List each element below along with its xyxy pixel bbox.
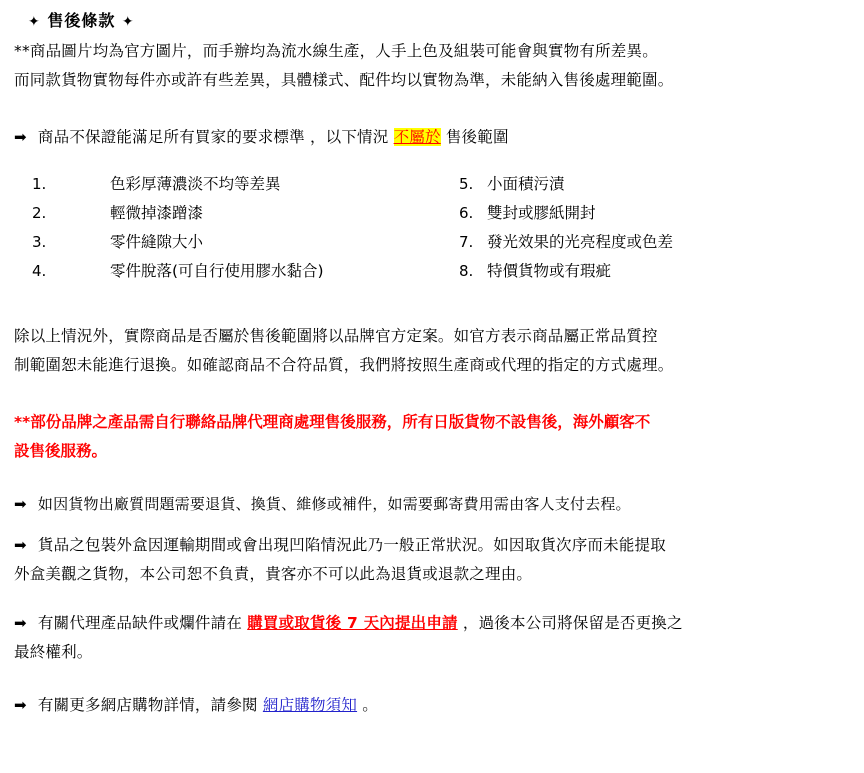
agent-note-line-1: **部份品牌之產品需自行聯絡品牌代理商處理售後服務，所有日版貨物不設售後，海外顧客不 [14,413,651,431]
judgement-line-1: 除以上情況外，實際商品是否屬於售後範圍將以品牌官方定案。如官方表示商品屬正常品質控 [14,327,658,345]
list-item-label: 零件縫隙大小 [110,233,204,251]
arrow-right-icon: ➡ [14,495,27,513]
list-item [32,170,462,199]
list-item [459,228,859,257]
list-item-label: 色彩厚薄濃淡不均等差異 [110,175,281,193]
page-title [28,8,850,31]
arrow-right-icon: ➡ [14,614,27,632]
list-item [459,199,859,228]
packaging-note-line-1 [14,531,850,560]
exclusion-list-right-column [459,170,859,286]
list-item-label: 輕微掉漆蹭漆 [110,204,204,222]
list-item-label: 發光效果的光亮程度或色差 [487,233,674,251]
intro-paragraph [14,37,850,95]
scope-notice-highlight: 不屬於 [393,128,441,146]
shipping-cost-text: 如因貨物出廠質問題需要退貨、換貨、維修或補件，如需要郵寄費用需由客人支付去程。 [37,495,631,513]
arrow-right-icon: ➡ [14,536,27,554]
list-item [459,257,859,286]
more-info-after: 。 [362,696,378,714]
exclusion-list-left-column [32,170,462,286]
list-item [459,170,859,199]
list-item [32,257,462,286]
judgement-paragraph [14,322,850,380]
list-item-number: 3. [32,233,47,251]
packaging-note [14,531,850,589]
more-info-before: 有關更多網店購物詳情，請參閱 [37,696,258,714]
agent-note-line-2: 設售後服務。 [14,442,108,460]
arrow-right-icon: ➡ [14,696,27,714]
list-item-number: 8. [459,262,474,280]
page-title-text: 售後條款 [47,11,116,30]
diamond-icon-left: ✦ [28,14,41,30]
shipping-cost-note [14,490,850,519]
list-item-label: 特價貨物或有瑕疵 [487,262,612,280]
list-item-label: 小面積污漬 [487,175,565,193]
list-item [32,228,462,257]
arrow-right-icon: ➡ [14,128,27,146]
list-item-label: 雙封或膠紙開封 [487,204,596,222]
claim-window-note [14,609,850,667]
packaging-text-1: 貨品之包裝外盒因運輸期間或會出現凹陷情況此乃一般正常狀況。如因取貨次序而未能提取 [37,536,666,554]
list-item [32,199,462,228]
intro-line-2: 而同款貨物實物每件亦或許有些差異，具體樣式、配件均以實物為準，未能納入售後處理範圍。 [14,71,674,89]
judgement-line-2: 制範圍恕未能進行退換。如確認商品不合符品質，我們將按照生產商或代理的指定的方式處理。 [14,356,674,374]
claim-window-highlight: 購買或取貨後 7 天內提出申請 [247,614,458,632]
list-item-number: 7. [459,233,474,251]
shopping-guide-link[interactable]: 網店購物須知 [262,696,358,714]
list-item-number: 5. [459,175,474,193]
scope-notice-before: 商品不保證能滿足所有買家的要求標準 ，以下情況 [37,128,389,146]
list-item-number: 1. [32,175,47,193]
intro-line-1: **商品圖片均為官方圖片，而手辦均為流水線生產，人手上色及組裝可能會與實物有所差異。 [14,42,658,60]
scope-notice [14,123,850,152]
list-item-number: 2. [32,204,47,222]
packaging-note-line-2: 外盒美觀之貨物，本公司恕不負責，貴客亦不可以此為退貨或退款之理由。 [14,565,533,583]
agent-note [14,408,850,466]
more-info-note [14,691,850,720]
claim-window-line-1 [14,609,850,638]
list-item-number: 6. [459,204,474,222]
claim-window-line-2: 最終權利。 [14,643,93,661]
claim-window-before: 有關代理產品缺件或爛件請在 [37,614,243,632]
diamond-icon-right: ✦ [121,14,135,30]
list-item-label: 零件脫落(可自行使用膠水黏合) [110,262,324,280]
scope-notice-after: 售後範圍 [445,128,509,146]
exclusion-list [14,170,850,302]
claim-window-after: ，過後本公司將保留是否更換之 [462,614,683,632]
list-item-number: 4. [32,262,47,280]
